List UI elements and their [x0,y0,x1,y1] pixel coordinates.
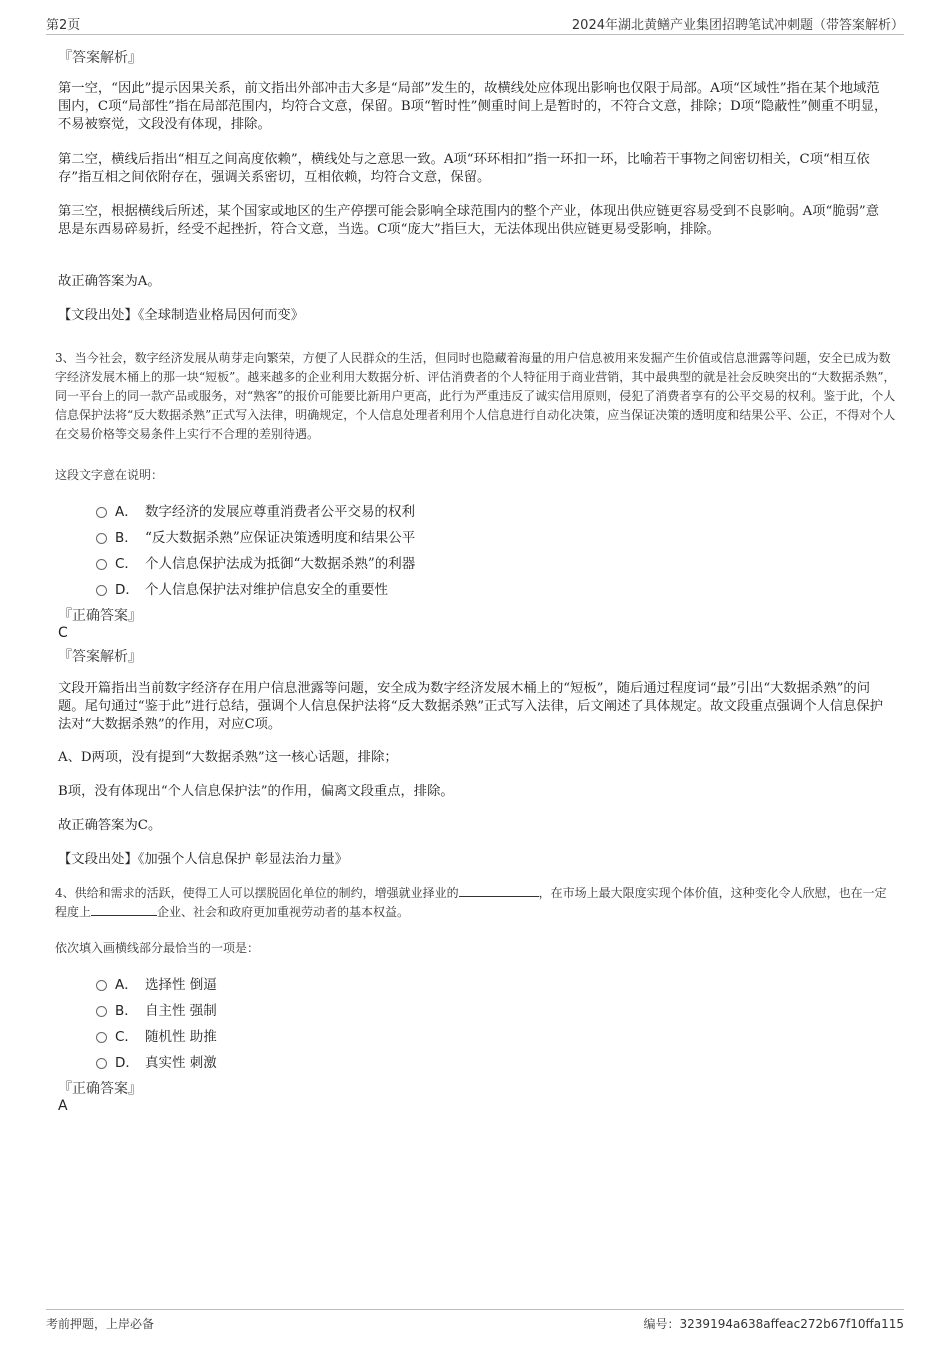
option-c[interactable] [96,1025,217,1045]
radio-icon[interactable] [96,1006,107,1017]
option-a[interactable] [96,973,217,993]
text-source: 【文段出处】《全球制造业格局因何而变》 [58,308,304,323]
option-c[interactable] [96,552,415,572]
radio-icon[interactable] [96,507,107,518]
option-letter: B． [115,1003,138,1019]
radio-icon[interactable] [96,980,107,991]
option-text: 自主性 强制 [145,1003,217,1019]
option-letter: A． [115,977,138,993]
option-letter: D． [115,1055,139,1071]
option-letter: D． [115,582,139,598]
option-d[interactable] [96,1051,217,1071]
analysis-label: 『答案解析』 [58,50,142,66]
fill-blank [91,903,157,916]
radio-icon[interactable] [96,533,107,544]
question-text: 3、当今社会，数字经济发展从萌芽走向繁荣，方便了人民群众的生活，但同时也隐藏着海量的用户信息被用来发掘产生价值或信息泄露等问题，安全已成为数字经济发展木桶上的那一块“短板”。越来越多的企业利用大数据分析、评估消费者的个人特征用于商业营销，其中最典型的就是社会反映突出的“大数据杀熟”，同一平台上的同一款产品或服务，对“熟客”的报价可能要比新用户更高，此行为严重违反了诚实信用原则，侵犯了消费者享有的公平交易的权利。鉴于此，个人信息保护法将“反大数据杀熟”正式写入法律，明确规定，个人信息处理者利用个人信息进行自动化决策，应当保证决策的透明度和结果公平、公正，不得对个人在交易价格等交易条件上实行不合理的差别待遇。 [55,351,896,441]
radio-icon[interactable] [96,1058,107,1069]
page-number: 第2页 [46,18,81,33]
option-text: 个人信息保护法成为抵御“大数据杀熟”的利器 [145,556,416,572]
question-text-part: 企业、社会和政府更加重视劳动者的基本权益。 [157,905,410,919]
option-text: 数字经济的发展应尊重消费者公平交易的权利 [145,504,415,520]
option-d[interactable] [96,578,388,598]
correct-answer: A [58,1098,68,1114]
question-text-part: ，在市场上最大限度实现个体价值，这种变化令人欣慰，也在一定程度上 [55,886,887,919]
option-b[interactable] [96,526,415,546]
option-text: 个人信息保护法对维护信息安全的重要性 [145,582,388,598]
option-text: 随机性 助推 [145,1029,217,1045]
page-footer [46,1309,904,1334]
code-label: 编号： [643,1317,680,1331]
text-source: 【文段出处】《加强个人信息保护 彰显法治力量》 [58,852,349,867]
analysis-paragraph: 文段开篇指出当前数字经济存在用户信息泄露等问题，安全成为数字经济发展木桶上的“短板”，随后通过程度词“最”引出“大数据杀熟”的问题。尾句通过“鉴于此”进行总结，强调个人信息保护法将“反大数据杀熟”正式写入法律，后文阐述了具体规定。故文段重点强调个人信息保护法对“大数据杀熟”的作用，对应C项。 [58,681,884,732]
option-letter: C． [115,1029,138,1045]
correct-answer-label: 『正确答案』 [58,608,142,624]
answer-conclusion: 故正确答案为A。 [58,274,161,289]
option-a[interactable] [96,500,415,520]
analysis-paragraph: 第一空，“因此”提示因果关系，前文指出外部冲击大多是“局部”发生的，故横线处应体现出影响也仅限于局部。A项“区域性”指在某个地域范围内，C项“局部性”指在局部范围内，均符合文意，保留。B项“暂时性”侧重时间上是暂时的，不符合文意，排除；D项“隐蔽性”侧重不明显，不易被察觉，文段没有体现，排除。 [58,81,888,132]
option-letter: C． [115,556,138,572]
correct-answer-label: 『正确答案』 [58,1081,142,1097]
option-text: 选择性 倒逼 [145,977,217,993]
question-text [55,884,897,922]
radio-icon[interactable] [96,1032,107,1043]
document-code [644,1315,904,1332]
analysis-paragraph: A、D两项，没有提到“大数据杀熟”这一核心话题，排除； [58,750,398,765]
code-value: 3239194a638affeac272b67f10ffa115 [679,1317,904,1331]
question-text-part: 4、供给和需求的活跃，使得工人可以摆脱固化单位的制约，增强就业择业的 [55,886,459,900]
correct-answer: C [58,625,68,641]
analysis-paragraph: 第二空，横线后指出“相互之间高度依赖”，横线处与之意思一致。A项“环环相扣”指一环扣一环，比喻若干事物之间密切相关，C项“相互依存”指互相之间依附存在，强调关系密切，互相依赖，均符合文意，保留。 [58,152,870,185]
radio-icon[interactable] [96,585,107,596]
question-prompt: 这段文字意在说明： [55,468,164,482]
option-text: 真实性 刺激 [145,1055,217,1071]
page-header [46,12,904,35]
document-title: 2024年湖北黄鳝产业集团招聘笔试冲刺题（带答案解析） [571,18,904,33]
analysis-paragraph: 第三空，根据横线后所述，某个国家或地区的生产停摆可能会影响全球范围内的整个产业，体现出供应链更容易受到不良影响。A项“脆弱”意思是东西易碎易折，经受不起挫折，符合文意，当选。C项“庞大”指巨大，无法体现出供应链更易受影响，排除。 [58,204,880,237]
analysis-label: 『答案解析』 [58,649,142,665]
answer-conclusion: 故正确答案为C。 [58,818,162,833]
radio-icon[interactable] [96,559,107,570]
option-text: “反大数据杀熟”应保证决策透明度和结果公平 [145,530,416,546]
fill-blank [459,884,539,897]
footer-slogan: 考前押题，上岸必备 [46,1317,155,1331]
analysis-paragraph: B项，没有体现出“个人信息保护法”的作用，偏离文段重点，排除。 [58,784,454,799]
option-b[interactable] [96,999,217,1019]
question-prompt: 依次填入画横线部分最恰当的一项是： [55,941,260,955]
option-letter: A． [115,504,138,520]
option-letter: B． [115,530,138,546]
